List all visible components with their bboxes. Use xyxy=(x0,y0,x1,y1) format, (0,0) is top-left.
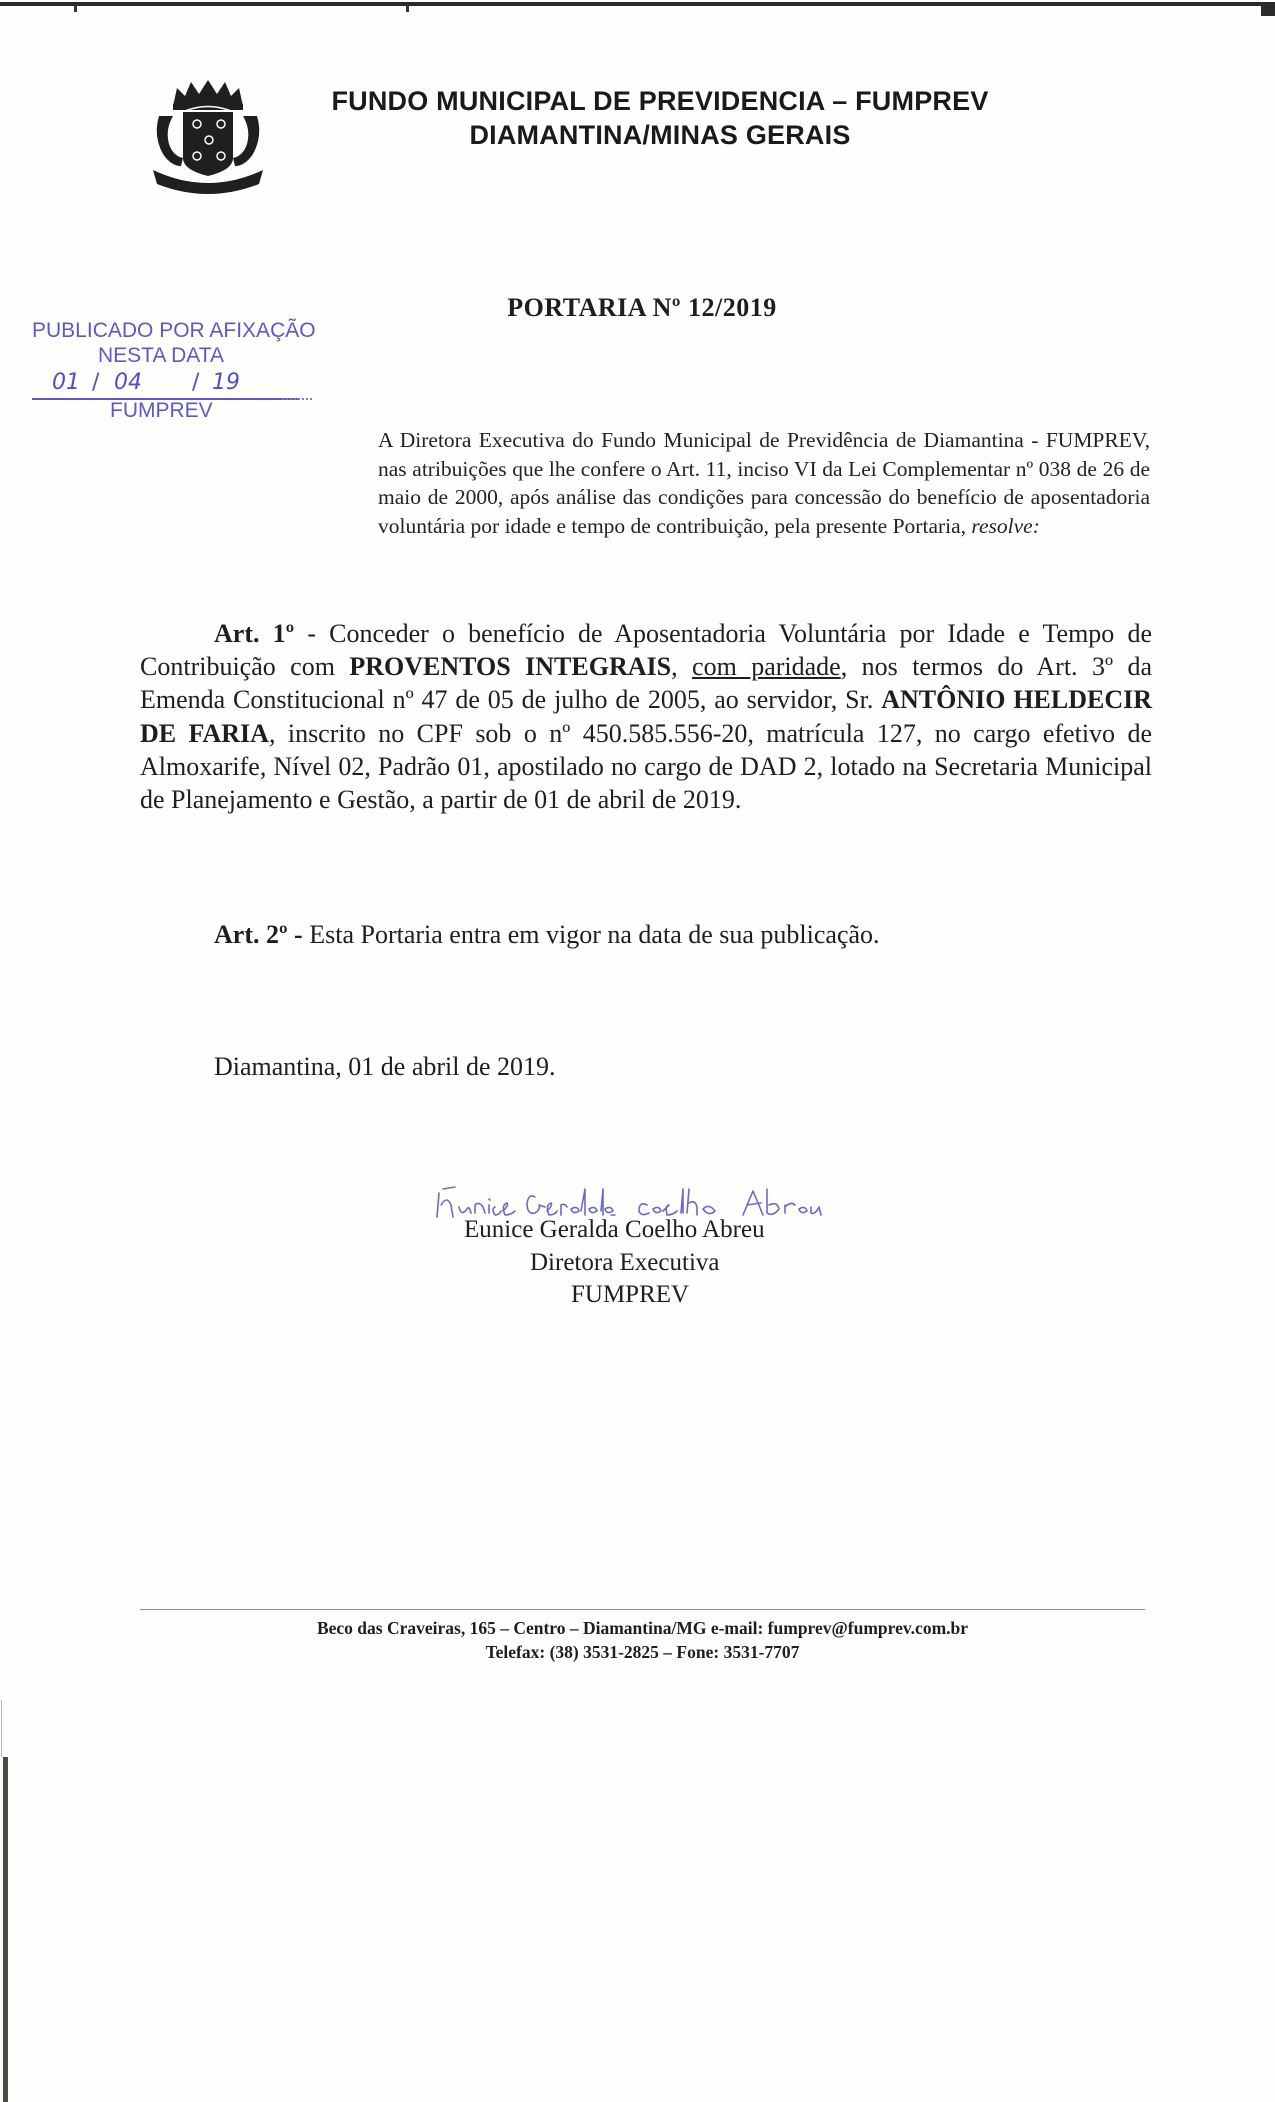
organization-header xyxy=(300,84,1020,152)
stamp-date-row xyxy=(32,370,300,400)
article-1-text: , xyxy=(671,652,693,682)
preamble-paragraph xyxy=(378,426,1150,540)
signature-block xyxy=(440,1214,900,1312)
scan-corner-mark xyxy=(1261,4,1275,16)
organization-name: FUNDO MUNICIPAL DE PREVIDENCIA – FUMPREV xyxy=(331,86,989,116)
article-1-parity: com paridade xyxy=(692,652,841,682)
article-1-beneficiary-name: ANTÔNIO HELDECIR DE FARIA xyxy=(140,685,1152,748)
signer-role: Diretora Executiva xyxy=(530,1248,720,1276)
stamp-date-separator: / xyxy=(92,370,100,395)
stamp-year: 19 xyxy=(212,370,240,395)
article-2-text: Esta Portaria entra em vigor na data de sua publicação. xyxy=(302,920,880,949)
footer xyxy=(140,1616,1145,1664)
stamp-line-date-label: NESTA DATA xyxy=(98,344,225,367)
article-1-benefit-type: PROVENTOS INTEGRAIS xyxy=(349,652,672,682)
article-2-label: Art. 2º - xyxy=(214,920,303,949)
stamp-day: 01 xyxy=(52,370,80,395)
stamp-date-separator: / xyxy=(192,370,200,395)
preamble-resolve: resolve: xyxy=(971,513,1040,538)
article-1-text: - Conceder o benefício de Aposentadoria Voluntária por Idade e Tempo de Contribuição com xyxy=(140,619,1152,682)
signer-organization: FUMPREV xyxy=(571,1281,690,1308)
footer-phones: Telefax: (38) 3531-2825 – Fone: 3531-7707 xyxy=(485,1642,800,1662)
scan-top-border xyxy=(0,2,1275,6)
document-title: PORTARIA Nº 12/2019 xyxy=(507,293,777,322)
article-2 xyxy=(214,920,1114,950)
article-1-label: Art. 1º xyxy=(214,619,295,648)
coat-of-arms-icon xyxy=(143,66,273,196)
preamble-text: A Diretora Executiva do Fundo Municipal de Previdência de Diamantina - FUMPREV, nas atribuições que lhe confere o Art. 11, inciso VI da Lei Complementar nº 038 de 26 de maio de 2000, após análise das condições para concessão do benefício de aposentadoria voluntária por idade e tempo de contribuição, pela presente Portaria, xyxy=(378,428,1150,538)
stamp-line-published: PUBLICADO POR AFIXAÇÃO xyxy=(32,319,316,342)
stamp-initials-mark xyxy=(282,398,312,408)
place-and-date: Diamantina, 01 de abril de 2019. xyxy=(214,1052,556,1081)
stamp-line-org: FUMPREV xyxy=(110,399,213,422)
scan-left-faint-line xyxy=(1,1700,2,1757)
scan-mark xyxy=(74,4,77,12)
stamp-month: 04 xyxy=(114,370,142,395)
footer-address: Beco das Craveiras, 165 – Centro – Diamantina/MG e-mail: fumprev@fumprev.com.br xyxy=(316,1618,969,1638)
article-1 xyxy=(140,617,1152,816)
scan-left-edge xyxy=(3,1757,8,2102)
footer-divider xyxy=(140,1609,1145,1610)
organization-location: DIAMANTINA/MINAS GERAIS xyxy=(469,120,851,150)
scan-mark xyxy=(406,4,409,12)
article-1-text: , nos termos do Art. 3º da Emenda Constitucional nº 47 de 05 de julho de 2005, ao servidor, Sr. xyxy=(140,652,1153,715)
article-1-text: , inscrito no CPF sob o nº 450.585.556-20, matrícula 127, no cargo efetivo de Almoxarife, Nível 02, Padrão 01, apostilado no cargo de DAD 2, lotado na Secretaria Municipal de Planejamento e Gestão, a partir de 01 de abril de 2019. xyxy=(140,718,1152,815)
signer-name: Eunice Geralda Coelho Abreu xyxy=(464,1216,765,1243)
